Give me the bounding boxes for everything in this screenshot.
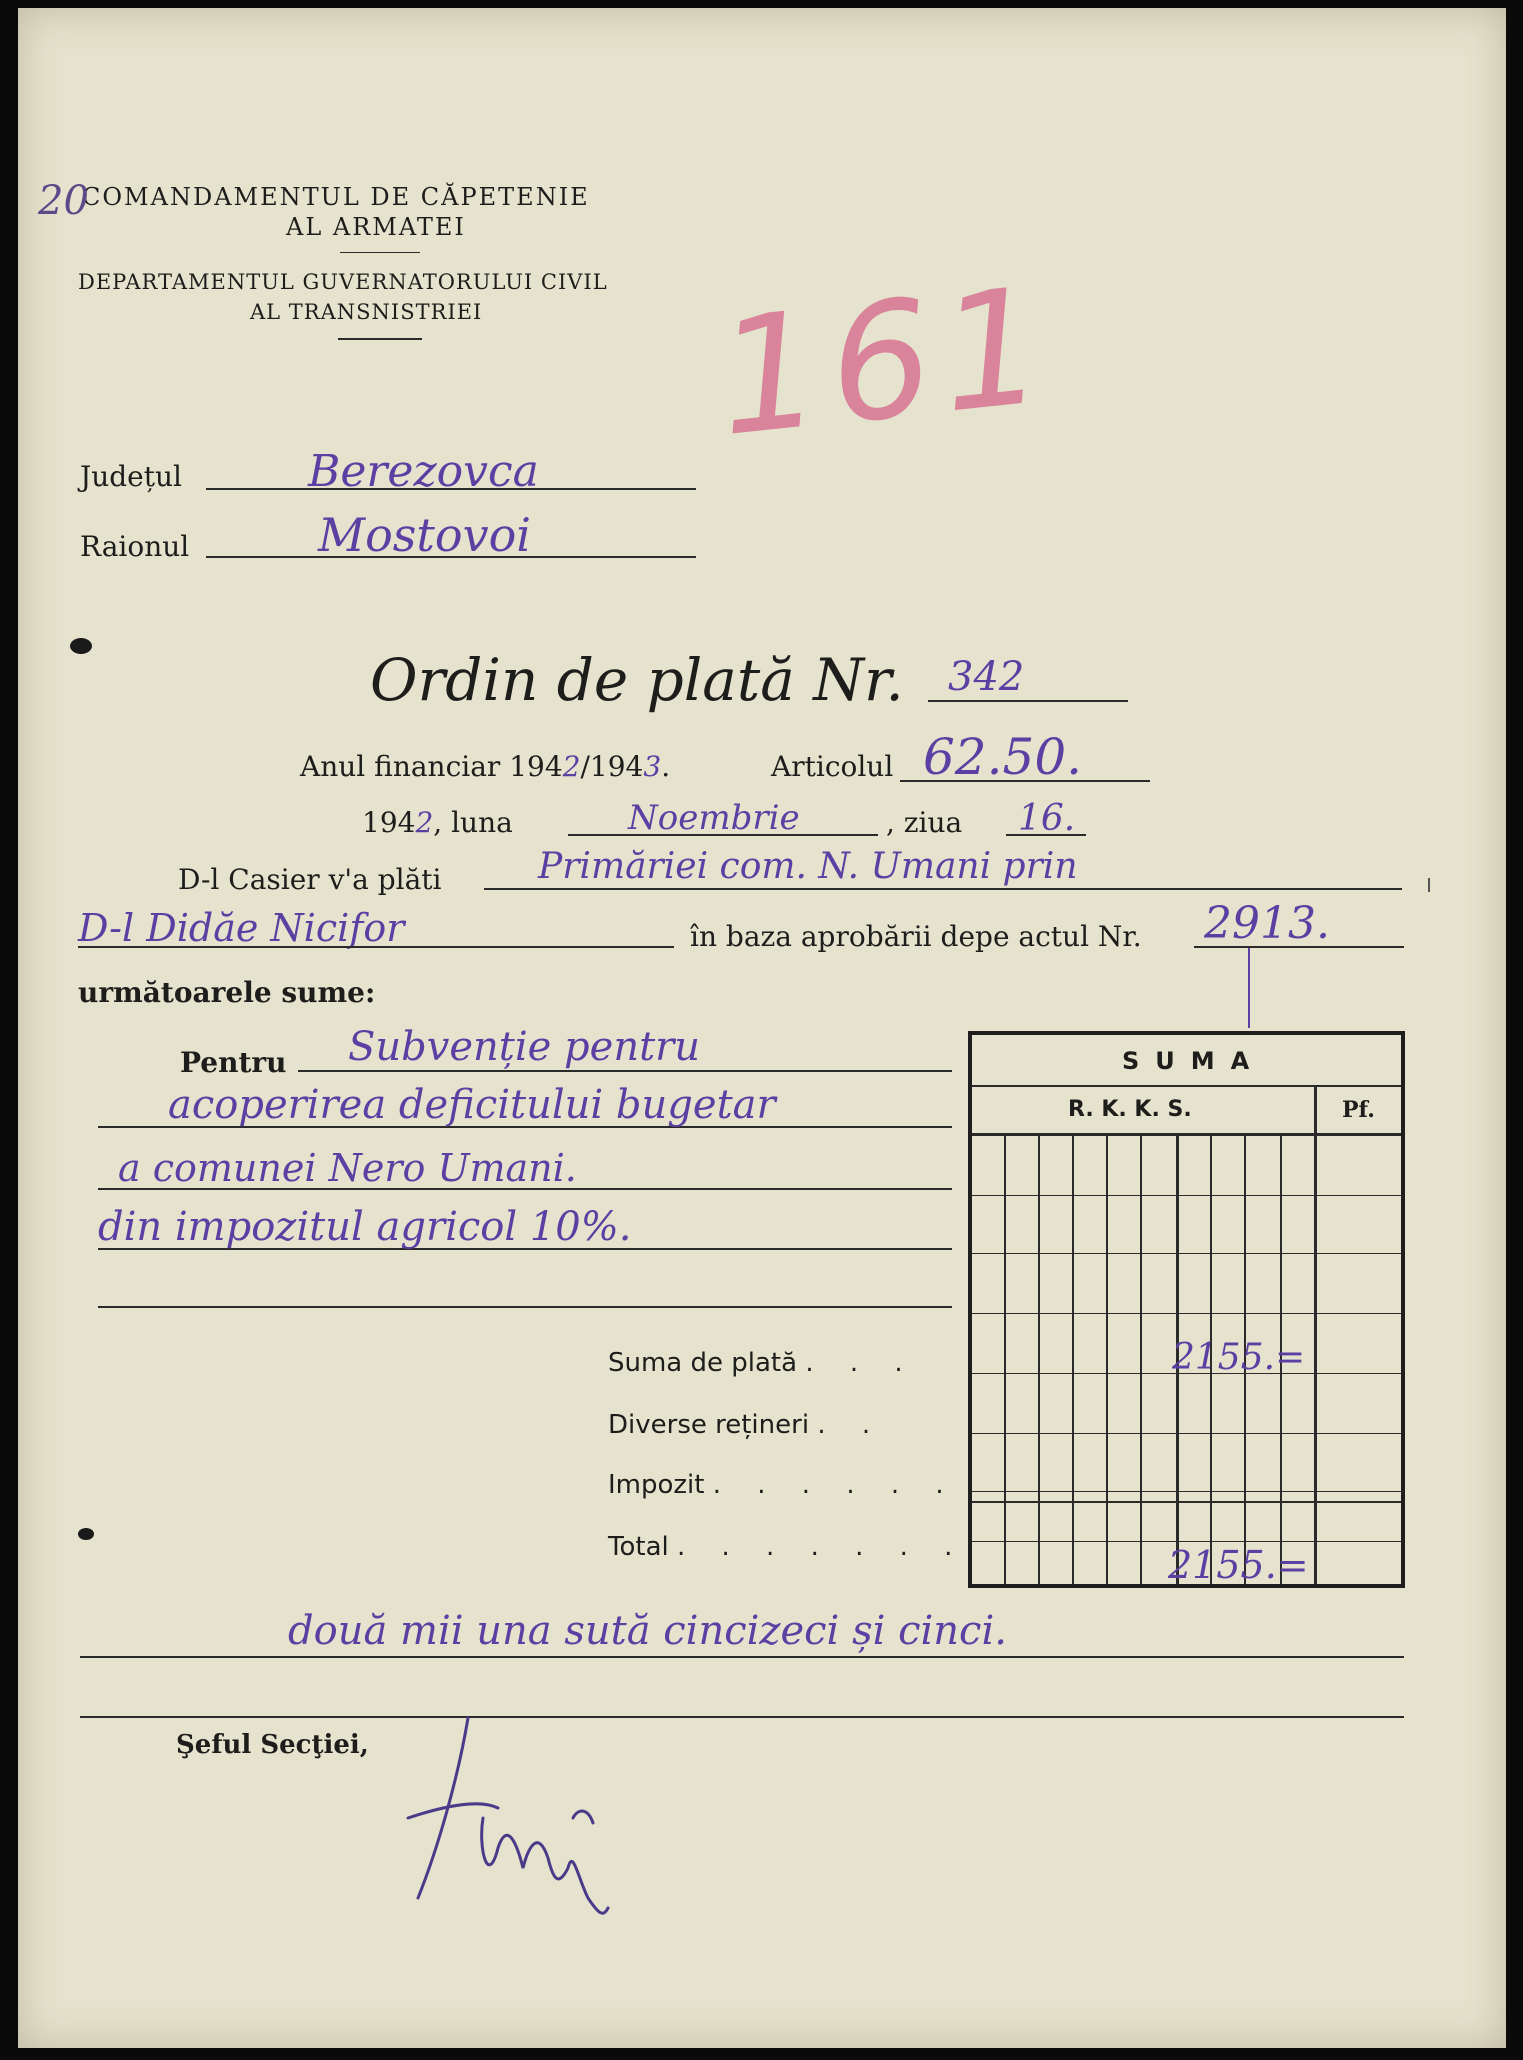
header-line-2: AL ARMATEI — [286, 213, 466, 241]
margin-mark — [1428, 878, 1430, 892]
suma-label: Suma de plată . . . — [608, 1348, 917, 1378]
anul-year2: 3 — [643, 750, 662, 783]
ziua-value: 16. — [1018, 798, 1076, 839]
punch-hole-top — [70, 638, 92, 654]
anul-separator: /194 — [580, 750, 644, 783]
articolul-value: 62.50. — [923, 728, 1083, 786]
anul-prefix: Anul financiar 194 — [300, 750, 563, 783]
header-line-1: COMANDAMENTUL DE CĂPETENIE — [82, 183, 590, 211]
red-archive-number: 161 — [709, 250, 1063, 473]
total-label-text: Total — [608, 1532, 669, 1562]
payee-value: D-l Didăe Nicifor — [78, 906, 405, 950]
table-subheader-divider — [972, 1133, 1401, 1136]
date-prefix: 194 — [362, 806, 416, 839]
table-row-line — [972, 1433, 1401, 1434]
digit-column-line — [1072, 1135, 1074, 1584]
suma-title: SUMA — [1122, 1047, 1266, 1075]
document-title: Ordin de plată Nr. — [370, 646, 904, 714]
total-label: Total . . . . . . . — [608, 1532, 967, 1562]
judetul-label: Județul — [80, 460, 182, 493]
digit-column-line — [1106, 1135, 1108, 1584]
pf-divider — [1314, 1087, 1317, 1584]
suma-label-text: Suma de plată — [608, 1348, 798, 1378]
diverse-label-text: Diverse rețineri — [608, 1410, 810, 1440]
suma-table — [968, 1031, 1405, 1588]
digit-column-line — [1038, 1135, 1040, 1584]
purpose-line-2: acoperirea deficitului bugetar — [168, 1082, 776, 1128]
luna-label: , luna — [433, 806, 513, 839]
luna-value: Noembrie — [628, 798, 800, 838]
casier-label: D-l Casier v'a plăti — [178, 863, 442, 896]
diverse-label: Diverse rețineri . . — [608, 1410, 885, 1440]
impozit-label-text: Impozit — [608, 1470, 705, 1500]
urmatoarele-label: următoarele sume: — [78, 976, 376, 1009]
anul-label: Anul financiar 1942/1943. — [300, 750, 671, 783]
table-row-line — [972, 1541, 1401, 1542]
raionul-label: Raionul — [80, 530, 190, 563]
suma-value: 2155.= — [1172, 1337, 1306, 1378]
pf-header: Pf. — [1342, 1097, 1375, 1123]
table-row-line — [972, 1313, 1401, 1314]
header-line-3: DEPARTAMENTUL GUVERNATORULUI CIVIL — [78, 270, 608, 294]
amount-in-words: două mii una sută cincizeci și cinci. — [288, 1608, 1007, 1654]
digit-column-line — [1140, 1135, 1142, 1584]
purpose-underline-5 — [98, 1306, 952, 1308]
total-value: 2155.= — [1168, 1543, 1309, 1587]
purpose-line-1: Subvenție pentru — [348, 1024, 701, 1070]
casier-value: Primăriei com. N. Umani prin — [538, 846, 1078, 887]
date-year: 2 — [415, 806, 434, 839]
signature-mark — [398, 1698, 658, 1928]
casier-underline — [484, 888, 1402, 890]
punch-hole-bottom — [78, 1528, 94, 1540]
pentru-label: Pentru — [180, 1046, 287, 1079]
sef-label: Şeful Secţiei, — [176, 1730, 369, 1760]
header-line-4: AL TRANSNISTRIEI — [250, 300, 483, 324]
corner-number: 20 — [38, 178, 89, 224]
act-pointer-mark — [1248, 948, 1250, 1028]
raionul-value: Mostovoi — [318, 508, 531, 562]
words-underline-2 — [80, 1716, 1404, 1718]
rkks-header: R. K. K. S. — [1068, 1097, 1192, 1122]
impozit-label: Impozit . . . . . . — [608, 1470, 958, 1500]
table-row-line — [972, 1195, 1401, 1196]
anul-year1: 2 — [562, 750, 581, 783]
purpose-underline-1 — [298, 1070, 952, 1072]
document-page — [18, 8, 1506, 2048]
judetul-value: Berezovca — [308, 446, 539, 497]
title-number: 342 — [948, 654, 1025, 700]
act-number: 2913. — [1204, 898, 1330, 949]
purpose-line-4: din impozitul agricol 10%. — [98, 1204, 632, 1250]
table-header-divider — [972, 1085, 1401, 1087]
ziua-label: , ziua — [886, 806, 963, 839]
baza-label: în baza aprobării depe actul Nr. — [690, 920, 1142, 953]
table-row-line — [972, 1491, 1401, 1492]
words-underline-1 — [80, 1656, 1404, 1658]
header-divider-2 — [338, 338, 422, 340]
articolul-label: Articolul — [771, 750, 894, 783]
header-divider-1 — [340, 252, 420, 253]
purpose-line-3: a comunei Nero Umani. — [118, 1146, 577, 1190]
title-number-underline — [928, 700, 1128, 702]
table-row-line — [972, 1253, 1401, 1254]
digit-column-line — [1004, 1135, 1006, 1584]
table-row-line-double — [972, 1501, 1401, 1503]
date-line — [362, 806, 513, 839]
payee-underline — [78, 946, 674, 948]
